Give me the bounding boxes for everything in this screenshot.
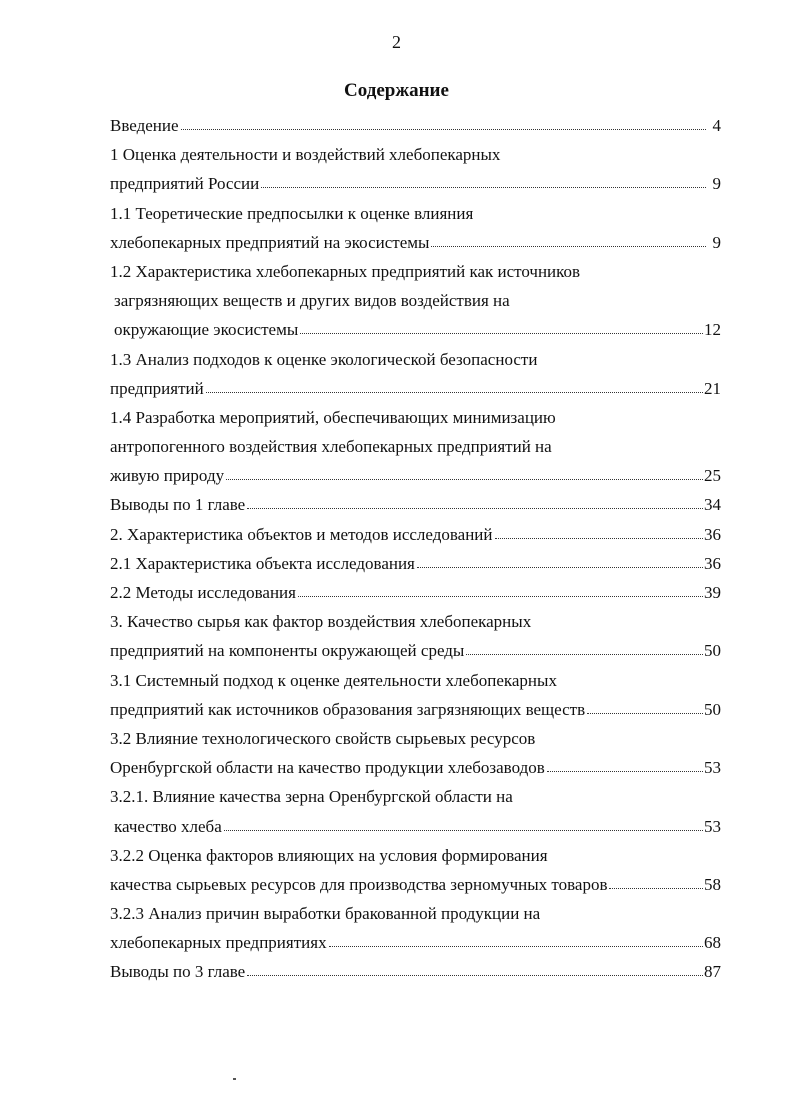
toc-line [110,695,721,724]
toc-entry-text: 1 Оценка деятельности и воздействий хлебопекарных [110,145,501,165]
toc-line [110,753,721,782]
toc-page-number: 53 [704,816,721,836]
toc-entry [110,403,721,491]
toc-entry-text: Выводы по 1 главе [110,495,246,515]
toc-page-number: 36 [704,553,721,573]
toc-line [110,432,721,461]
toc-entry [110,841,721,899]
dot-leader [206,392,703,393]
toc-entry [110,111,721,140]
toc-line [110,724,721,753]
dot-leader [547,771,703,772]
toc-entry-text: живую природу [110,466,225,486]
toc-entry-text: 2.1 Характеристика объекта исследования [110,553,415,573]
toc-line [110,666,721,695]
toc-entry [110,490,721,519]
page-number: 2 [392,32,401,52]
toc-page-number: 36 [704,524,721,544]
toc-entry-text: антропогенного воздействия хлебопекарных предприятий на [110,437,552,457]
toc-entry-text: предприятий России [110,174,260,194]
dot-leader [298,596,703,597]
toc-page-number: 50 [704,699,721,719]
toc-entry-text: предприятий как источников образования загрязняющих веществ [110,699,586,719]
toc-entry-text: 3.1 Системный подход к оценке деятельности хлебопекарных [110,670,557,690]
toc-entry [110,345,721,403]
toc-line [110,461,721,490]
toc-entry [110,899,721,957]
toc-entry-text: Выводы по 3 главе [110,962,246,982]
toc-page-number: 25 [704,466,721,486]
toc-page-number: 34 [704,495,721,515]
toc-line [110,111,721,140]
toc-page-number: 58 [704,874,721,894]
toc-line [110,607,721,636]
toc-page-number: 4 [712,116,721,135]
toc-line [110,578,721,607]
toc-line [110,257,721,286]
toc-line [110,345,721,374]
toc-entry-text: 1.2 Характеристика хлебопекарных предприятий как источников [110,261,581,281]
toc-page-number: 68 [704,933,721,953]
toc-entry-text: 3.2.3 Анализ причин выработки бракованной продукции на [110,904,541,924]
dot-leader [300,333,703,334]
toc-entry [110,724,721,782]
table-of-contents [110,111,721,987]
toc-entry-text: предприятий на компоненты окружающей среды [110,641,465,661]
toc-line [110,403,721,432]
dot-leader [587,713,703,714]
scan-speck [233,1078,236,1080]
toc-entry-text: 1.3 Анализ подходов к оценке экологической безопасности [110,349,538,369]
toc-entry-text: хлебопекарных предприятиях [110,933,327,953]
toc-page-number: 50 [704,641,721,661]
dot-leader [261,187,706,188]
toc-line [110,520,721,549]
toc-line [110,228,721,257]
toc-entry-text: качество хлеба [114,816,222,836]
toc-page-number: 21 [704,378,721,398]
toc-line [110,870,721,899]
toc-page-number: 9 [712,174,721,194]
toc-line [110,199,721,228]
toc-line [110,490,721,519]
toc-entry [110,607,721,665]
toc-entry [110,957,721,986]
toc-entry [110,666,721,724]
page-title: Содержание [344,80,449,101]
toc-entry-text: предприятий [110,378,204,398]
toc-page-number: 39 [704,583,721,602]
toc-entry-text: 3.2.1. Влияние качества зерна Оренбургской области на [110,787,513,807]
toc-entry-text: 3.2.2 Оценка факторов влияющих на условия формирования [110,845,548,865]
toc-line [110,636,721,665]
toc-entry-text: 1.4 Разработка мероприятий, обеспечивающих минимизацию [110,407,556,427]
toc-entry-text: качества сырьевых ресурсов для производства зерномучных товаров [110,874,608,894]
toc-entry-text: загрязняющих веществ и других видов воздействия на [114,291,510,311]
dot-leader [417,567,703,568]
dot-leader [247,975,703,976]
toc-entry-text: 1.1 Теоретические предпосылки к оценке влияния [110,203,474,223]
toc-entry-text: Введение [110,116,179,135]
toc-entry-text: 2.2 Методы исследования [110,583,296,602]
toc-line [110,549,721,578]
toc-entry [110,140,721,198]
toc-line [110,169,721,198]
dot-leader [247,508,703,509]
dot-leader [181,129,706,130]
toc-line [110,315,721,344]
dot-leader [466,654,703,655]
toc-entry [110,782,721,840]
dot-leader [226,479,703,480]
toc-entry-text: 3.2 Влияние технологического свойств сырьевых ресурсов [110,728,536,748]
toc-page-number: 12 [704,320,721,340]
toc-page-number: 87 [704,962,721,982]
dot-leader [609,888,703,889]
toc-entry-text: Оренбургской области на качество продукции хлебозаводов [110,758,545,778]
toc-entry-text: хлебопекарных предприятий на экосистемы [110,232,430,252]
toc-line [110,841,721,870]
toc-entry-text: окружающие экосистемы [114,320,299,340]
dot-leader [329,946,703,947]
dot-leader [224,830,703,831]
toc-line [110,957,721,986]
toc-page-number: 9 [712,232,721,252]
toc-entry [110,549,721,578]
toc-line [110,928,721,957]
toc-line [110,899,721,928]
toc-line [110,782,721,811]
toc-entry-text: 3. Качество сырья как фактор воздействия хлебопекарных [110,612,532,632]
toc-entry [110,578,721,607]
toc-page-number: 53 [704,758,721,778]
toc-line [110,812,721,841]
dot-leader [495,538,704,539]
toc-entry [110,199,721,257]
toc-entry [110,520,721,549]
toc-line [110,374,721,403]
toc-entry [110,257,721,345]
toc-line [110,140,721,169]
dot-leader [431,246,706,247]
toc-entry-text: 2. Характеристика объектов и методов исследований [110,524,493,544]
toc-line [110,286,721,315]
